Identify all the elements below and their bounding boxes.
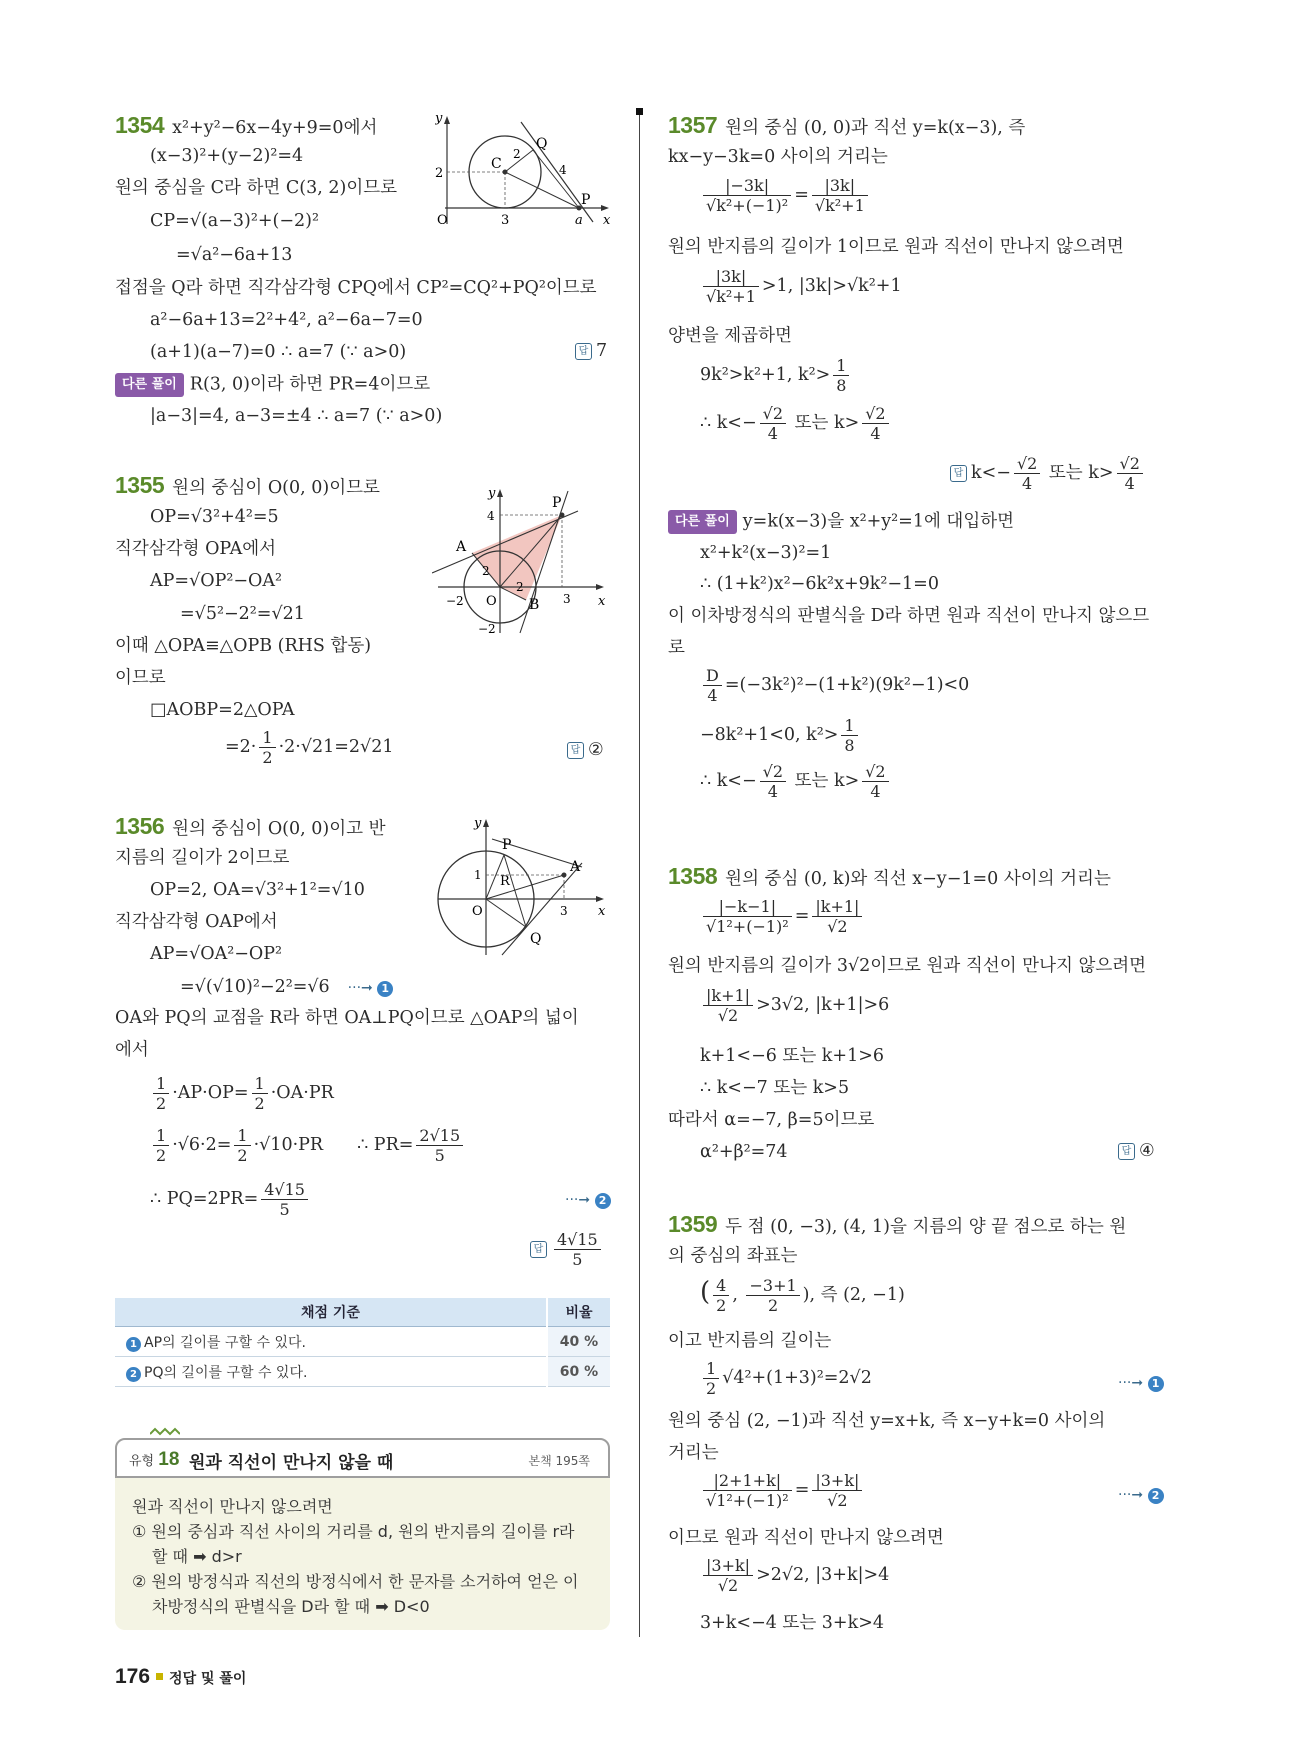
numerator: |3k| [703,267,759,287]
grading-ratio: 40 % [547,1327,610,1357]
text: 또는 k> [794,771,860,791]
answer-icon: 답 [1118,1143,1135,1160]
p1358-answer [1118,1141,1155,1161]
label-o: O [472,904,483,919]
fraction [841,716,857,755]
denominator: 2 [706,1379,717,1398]
fraction [252,1074,268,1113]
denominator: √k²+1 [706,287,756,306]
grading-ratio: 60 % [547,1357,610,1387]
denominator: 2 [254,1094,265,1113]
text: ), 즉 (2, −1) [802,1285,905,1305]
p1354-line4: CP=√(a−3)²+(−2)² [150,211,320,231]
denominator: √2 [717,1006,739,1025]
y-axis-arrow [497,489,503,497]
label-4: 4 [487,509,495,523]
fraction [703,1471,792,1510]
label-o: O [486,594,497,609]
text: ·AP·OP= [172,1083,249,1103]
grading-table [115,1298,610,1387]
p1356-eq3 [150,1180,311,1219]
problem-number: 1359 [668,1211,718,1237]
problem-number: 1354 [115,112,165,138]
x-axis-arrow [601,205,609,211]
numerator: 1 [153,1126,169,1146]
fraction [812,897,862,936]
p1355-answer [567,740,604,760]
numerator: −3+1 [746,1276,799,1296]
text: ∴ k<− [700,771,757,791]
denominator: 4 [1022,474,1033,493]
divider-marker [636,108,643,115]
text: 원의 중심 (0, k)와 직선 x−y−1=0 사이의 거리는 [725,869,1111,889]
grading-criteria-header: 채점 기준 [115,1298,547,1327]
p1355-line7: 이므로 [115,668,166,688]
p1359-line2: 의 중심의 좌표는 [668,1246,798,1266]
text: 원의 중심이 O(0, 0)이고 반 [172,819,386,839]
type-reference: 본책 195쪽 [528,1454,590,1468]
denominator: 2 [156,1146,167,1165]
label-x: x [598,594,606,609]
label-p: P [581,192,591,208]
fraction [812,1471,862,1510]
tangent-line-q [502,863,582,955]
alt-solution-badge: 다른 풀이 [115,373,184,397]
p1356-step2 [565,1188,611,1211]
label-o: O [437,213,448,228]
denominator: 4 [767,782,778,801]
problem-number: 1357 [668,112,718,138]
denominator: 8 [836,376,847,395]
numerator: |−3k| [703,176,791,196]
label-p: P [502,837,512,853]
label-r: R [500,874,510,889]
point-a [562,873,567,878]
numerator: |3+k| [703,1556,753,1576]
label-3: 3 [501,213,510,228]
p1358-line2: $\frac{|-k-1|}{\text{√1²+(−1)²}}$ = $\frac{|k+1|}{√2}$ [700,897,865,936]
fraction [862,762,888,801]
p1357-alt1 [668,510,1014,534]
p1359-line10 [700,1556,889,1595]
p1359-step2 [1118,1483,1164,1506]
p1356-figure [432,815,612,957]
p1357-line1 [668,114,1025,139]
text: >1, |3k|>√k²+1 [761,276,902,296]
point-p [560,513,565,518]
p1357-answer [950,454,1146,493]
page-number: 176 [115,1665,151,1688]
fraction [416,1126,463,1165]
numerator: √2 [862,404,888,424]
numerator: D [703,666,722,686]
p1357-line7 [700,356,852,395]
p1359-line3: ( $\frac{4}{2}$ , $\frac{-3+1}{2}$ ), 즉 (2, −1) [700,1276,905,1315]
numerator: |2+1+k| [703,1471,792,1491]
answer-icon: 답 [567,742,584,759]
fraction [760,404,786,443]
answer-icon: 답 [950,465,967,482]
fraction [703,986,753,1025]
text: −8k²+1<0, k²> [700,725,839,745]
numerator: √2 [760,404,786,424]
numerator: |k+1| [703,986,753,1006]
x-axis-arrow [596,896,604,902]
p1358-line1 [668,865,1111,890]
p1357-line8 [700,404,892,443]
fraction [703,1359,719,1398]
criterion-text: AP의 길이를 구할 수 있다. [144,1334,306,1351]
denominator: √2 [827,917,848,936]
p1357-alt4: 이 이차방정식의 판별식을 D라 하면 원과 직선이 만나지 않으므 [668,606,1150,626]
type-prefix: 유형 [129,1454,155,1469]
p1355-line2: OP=√3²+4²=5 [150,507,279,527]
step-marker: ···➞ 1 [1118,1375,1164,1391]
numerator: 1 [703,1359,719,1379]
segment-cp [505,172,579,208]
p1359-line7: 거리는 [668,1443,719,1463]
grading-criterion [115,1357,547,1387]
label-q: Q [530,931,542,947]
fraction [760,762,786,801]
p1356-line8: 에서 [115,1040,149,1060]
p1359-line6: 원의 중심 (2, −1)과 직선 y=x+k, 즉 x−y+k=0 사이의 [668,1411,1106,1431]
p1355-line6: 이때 △OPA≡△OPB (RHS 합동) [115,636,372,656]
denominator: 4 [767,424,778,443]
text: =2· [225,737,257,757]
denominator: √2 [827,1491,848,1510]
text: ·√10·PR [253,1135,324,1155]
label-x: x [598,904,606,919]
label-2: 2 [435,166,444,181]
p1358-line4 [700,986,889,1025]
x-axis-arrow [596,584,604,590]
label-radius-b: 2 [516,580,524,594]
label-tangent-length: 4 [559,163,567,177]
grading-header [115,1298,610,1327]
step-marker: ···➞ 2 [565,1192,611,1208]
point-c [503,170,508,175]
p1358-line8: α²+β²=74 [700,1142,788,1162]
grading-row [115,1357,610,1387]
answer-value: ④ [1139,1141,1155,1161]
fraction [812,176,868,215]
column-divider [639,112,640,1637]
denominator: √2 [717,1576,739,1595]
p1356-line5: AP=√OA²−OP² [150,944,283,964]
p1354-figure [435,112,615,232]
denominator: 2 [237,1146,248,1165]
numerator: √2 [1117,454,1143,474]
problem-number: 1358 [668,863,718,889]
denominator: 2 [716,1296,727,1315]
p1355-line9 [225,728,393,767]
denominator: 2 [767,1296,779,1315]
p1357-line5 [700,267,902,306]
label-radius: 2 [513,147,521,161]
numerator: 1 [833,356,849,376]
text: R(3, 0)이라 하면 PR=4이므로 [189,374,431,395]
type-number: 18 [158,1449,180,1470]
fraction [259,728,275,767]
label-a: a [575,213,583,228]
text: 두 점 (0, −3), (4, 1)을 지름의 양 끝 점으로 하는 원 [725,1217,1127,1237]
p1356-line3: OP=2, OA=√3²+1²=√10 [150,880,365,900]
text: k<− [971,463,1011,483]
p1357-alt5: 로 [668,638,685,658]
fraction [1117,454,1143,493]
p1355-line1 [115,474,380,499]
denominator: 2 [156,1094,167,1113]
p1356-eq1 [150,1074,334,1113]
text: x²+y²−6x−4y+9=0에서 [172,118,378,138]
numerator: |k+1| [812,897,862,917]
page-footer [115,1665,246,1689]
p1355-line3: 직각삼각형 OPA에서 [115,539,277,559]
text: ·2·√21=2√21 [278,737,394,757]
text: 원의 중심이 O(0, 0)이므로 [172,478,380,498]
label-3: 3 [560,904,568,918]
numerator: |3+k| [812,1471,862,1491]
label-p: P [552,495,562,511]
problem-number: 1355 [115,472,165,498]
text: >3√2, |k+1|>6 [756,995,890,1015]
text: ·OA·PR [270,1083,334,1103]
label-y: y [474,816,482,831]
p1357-alt8 [700,762,892,801]
denominator: √k²+(−1)² [706,196,789,215]
type-title: 원과 직선이 만나지 않을 때 [189,1453,394,1473]
p1357-line6: 양변을 제곱하면 [668,326,792,346]
p1354-line3: 원의 중심을 C라 하면 C(3, 2)이므로 [115,178,398,198]
p1357-line4: 원의 반지름의 길이가 1이므로 원과 직선이 만나지 않으려면 [668,237,1124,257]
numerator: 4√15 [261,1180,308,1200]
label-minus2-x: −2 [446,594,464,608]
y-axis-arrow [483,819,489,827]
numerator: 1 [153,1074,169,1094]
fraction [833,356,849,395]
fraction [862,404,888,443]
p1358-line3: 원의 반지름의 길이가 3√2이므로 원과 직선이 만나지 않으려면 [668,956,1147,976]
criterion-text: PQ의 길이를 구할 수 있다. [144,1364,308,1381]
p1357-line2: kx−y−3k=0 사이의 거리는 [668,147,888,167]
fraction [703,897,792,936]
grading-criterion [115,1327,547,1357]
text: >2√2, |3+k|>4 [756,1565,890,1585]
numerator: 1 [841,716,857,736]
denominator: 4 [1124,474,1135,493]
answer-icon: 답 [530,1241,547,1258]
label-minus2-y: −2 [478,622,496,635]
footer-square-icon [156,1673,163,1680]
denominator: 8 [844,736,855,755]
type-body-line: 원과 직선이 만나지 않으려면 [132,1497,333,1516]
label-a: A [456,539,467,555]
p1356-line6 [180,976,393,999]
radius-oq [486,899,526,927]
step-number: 2 [595,1193,611,1209]
p1357-alt3: ∴ (1+k²)x²−6k²x+9k²−1=0 [700,574,939,594]
alt-solution-badge: 다른 풀이 [668,510,737,534]
p1354-line5: =√a²−6a+13 [176,245,293,265]
fraction [261,1180,308,1219]
answer-icon: 답 [575,343,592,360]
numerator: |3k| [812,176,868,196]
zigzag-decoration [150,1426,180,1438]
y-axis-arrow [444,116,450,124]
step-marker: ···➞ 2 [1118,1487,1164,1503]
label-b: B [529,597,540,613]
denominator: √1²+(−1)² [706,1491,789,1510]
step-marker: ···➞ 1 [348,980,394,996]
p1355-line4: AP=√OP²−OA² [150,571,283,591]
segment-oa [486,875,564,899]
label-q: Q [536,136,548,152]
grading-row [115,1327,610,1357]
denominator: 2 [262,748,273,767]
p1356-line4: 직각삼각형 OAP에서 [115,912,278,932]
p1354-line7: a²−6a+13=2²+4², a²−6a−7=0 [150,310,423,330]
text: 원의 중심 (0, 0)과 직선 y=k(x−3), 즉 [725,118,1026,138]
label-3: 3 [563,592,571,606]
text: y=k(x−3)을 x²+y²=1에 대입하면 [742,511,1015,532]
p1356-line1 [115,815,386,840]
p1359-line4: 이고 반지름의 길이는 [668,1331,832,1351]
grading-ratio-header: 비율 [547,1298,610,1327]
p1359-line5 [700,1359,872,1398]
step-number: 1 [1148,1376,1164,1392]
p1354-line2: (x−3)²+(y−2)²=4 [150,146,304,166]
numerator: 1 [252,1074,268,1094]
denominator: 4 [870,782,881,801]
p1359-line8: $\frac{|2+1+k|}{\text{√1²+(−1)²}}$ = $\frac{|3+k|}{√2}$ [700,1471,865,1510]
fraction [234,1126,250,1165]
denominator: √k²+1 [814,196,865,215]
fraction [703,267,759,306]
answer-value: ② [588,740,604,760]
p1358-line7: 따라서 α=−7, β=5이므로 [668,1110,875,1130]
p1354-alt2: |a−3|=4, a−3=±4 ∴ a=7 (∵ a>0) [150,406,443,426]
p1355-line8: □AOBP=2△OPA [150,700,295,720]
type-header [115,1438,610,1478]
p1355-figure [432,485,612,635]
footer-title: 정답 및 풀이 [169,1671,247,1687]
type-body-line: 차방정식의 판별식을 D라 할 때 ➡ D<0 [152,1597,430,1616]
numerator: 4√15 [554,1230,601,1250]
fraction [703,1556,753,1595]
p1356-eq2 [150,1126,466,1165]
p1356-line2: 지름의 길이가 2이므로 [115,848,290,868]
p1358-line5: k+1<−6 또는 k+1>6 [700,1046,884,1066]
label-y: y [488,486,496,501]
type-body-line: 할 때 ➡ d>r [152,1547,242,1566]
text: ∴ PR= [357,1135,414,1155]
type-body-line: ① 원의 중심과 직선 사이의 거리를 d, 원의 반지름의 길이를 r라 [132,1522,575,1541]
fraction [1014,454,1040,493]
numerator: 4 [713,1276,729,1296]
p1357-line3: $\frac{|-3k|}{\text{√k²+(−1)²}}$ = $\frac{|3k|}{\text{√k²+1}}$ [700,176,871,215]
step-number: 2 [126,1367,141,1382]
numerator: 1 [234,1126,250,1146]
text: 9k²>k²+1, k²> [700,365,831,385]
answer-value: 7 [596,341,608,361]
type-body-line: ② 원의 방정식과 직선의 방정식에서 한 문자를 소거하여 얻은 이 [132,1572,579,1591]
step-number: 1 [126,1337,141,1352]
problem-number: 1356 [115,813,165,839]
p1357-alt6 [700,666,969,705]
label-x: x [603,213,611,228]
p1357-alt2: x²+k²(x−3)²=1 [700,543,832,563]
p1359-line1 [668,1213,1126,1238]
p1359-line9: 이므로 원과 직선이 만나지 않으려면 [668,1528,944,1548]
numerator: 2√15 [416,1126,463,1146]
denominator: 5 [572,1250,583,1269]
text: =(−3k²)²−(1+k²)(9k²−1)<0 [724,675,970,695]
p1356-line7: OA와 PQ의 교점을 R라 하면 OA⊥PQ이므로 △OAP의 넓이 [115,1008,579,1028]
numerator: √2 [1014,454,1040,474]
chord-pq [504,855,526,927]
p1359-step1 [1118,1371,1164,1394]
denominator: 4 [707,686,718,705]
fraction [153,1074,169,1113]
step-number: 2 [1148,1488,1164,1504]
label-c: C [491,156,502,172]
fraction [703,666,722,705]
p1354-answer [575,341,607,361]
p1354-line6: 접점을 Q라 하면 직각삼각형 CPQ에서 CP²=CQ²+PQ²이므로 [115,278,597,298]
text: ∴ PQ=2PR= [150,1189,259,1209]
p1359-line11: 3+k<−4 또는 3+k>4 [700,1613,884,1633]
p1355-line5: =√5²−2²=√21 [180,604,305,624]
text: 또는 k> [1048,463,1114,483]
text: =√(√10)²−2²=√6 [180,977,330,997]
p1354-line1 [115,114,377,139]
paren: ( [700,1277,711,1307]
label-radius-a: 2 [482,564,490,578]
denominator: √1²+(−1)² [706,917,789,936]
text: 또는 k> [794,413,860,433]
p1354-alt1 [115,373,430,397]
text: ·√6·2= [172,1135,232,1155]
fraction [554,1230,601,1269]
p1356-answer [530,1230,604,1269]
label-y: y [435,112,443,126]
numerator: 1 [259,728,275,748]
fraction [746,1276,799,1315]
type-label [129,1449,179,1471]
step-number: 1 [377,981,393,997]
text: ∴ k<− [700,413,757,433]
numerator: √2 [862,762,888,782]
p1354-line8: (a+1)(a−7)=0 ∴ a=7 (∵ a>0) [150,342,407,362]
p1358-line6: ∴ k<−7 또는 k>5 [700,1078,850,1098]
label-1: 1 [474,868,482,882]
text: √4²+(1+3)²=2√2 [722,1368,872,1388]
denominator: 4 [870,424,881,443]
label-a: A [570,859,581,875]
fraction [703,176,791,215]
fraction [713,1276,729,1315]
numerator: √2 [760,762,786,782]
denominator: 5 [279,1200,290,1219]
fraction [153,1126,169,1165]
denominator: 5 [434,1146,445,1165]
numerator: |−k−1| [703,897,792,917]
p1357-alt7 [700,716,861,755]
